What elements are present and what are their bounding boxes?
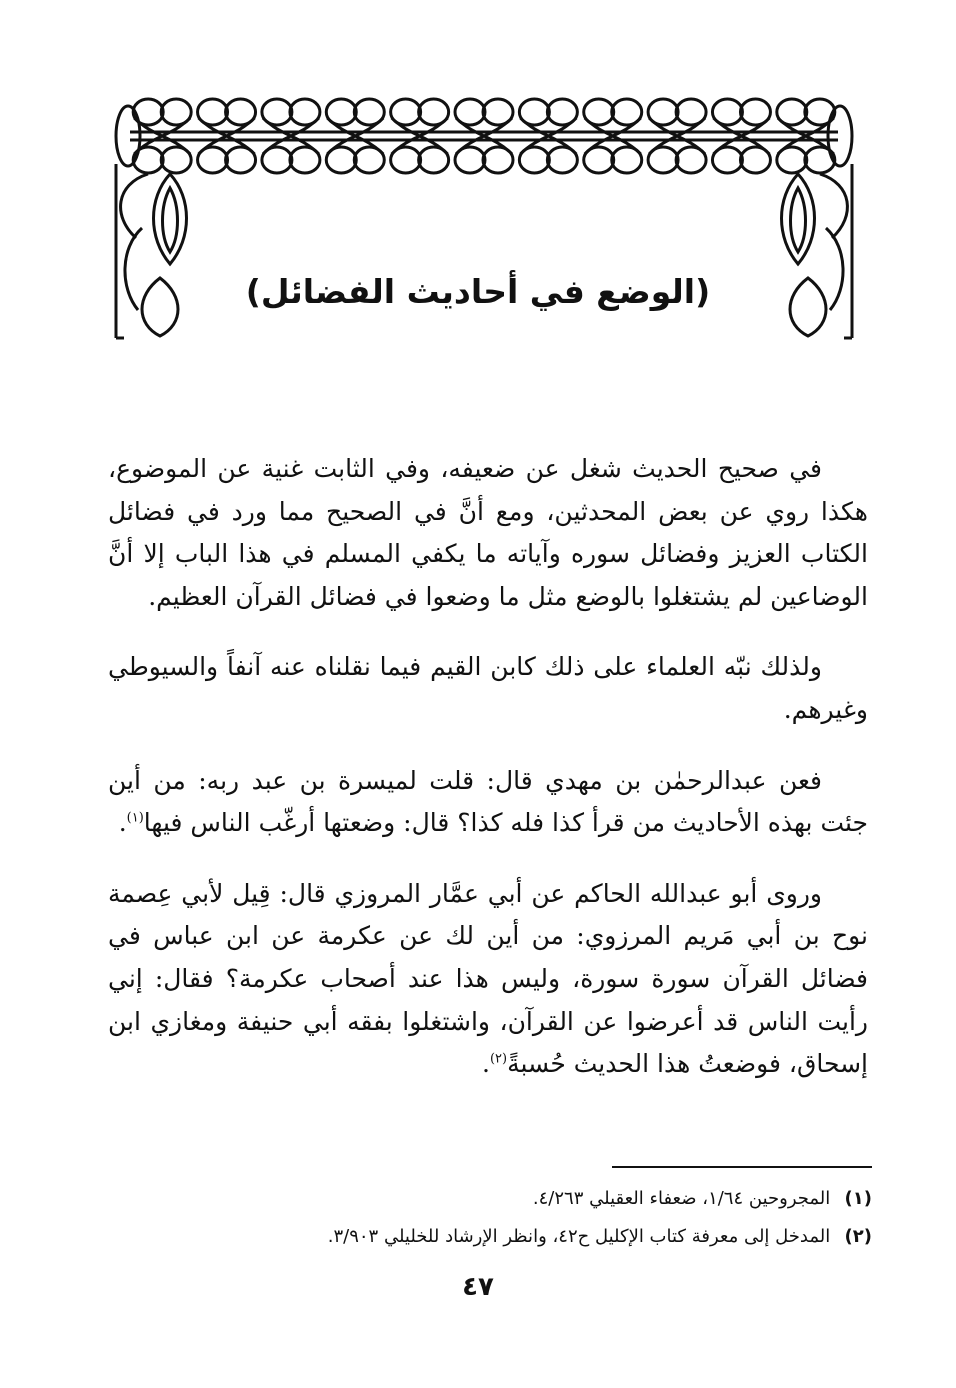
knot-chain-border [116, 99, 852, 173]
chapter-title: (الوضع في أحاديث الفضائل) [245, 272, 711, 311]
paragraph-3: فعن عبدالرحمٰن بن مهدي قال: قلت لميسرة بن عبد ربه: من أين جئت بهذه الأحاديث من قرأ كذا فله كذا؟ قال: وضعتها أرغّب الناس فيها$^{(١)}$. [108, 765, 868, 838]
footnotes [150, 1180, 872, 1256]
footnote-ref-2: (٢) [489, 1051, 508, 1067]
footnote-1: (١) المجروحين ١/٦٤، ضعفاء العقيلي ٤/٢٦٣. [532, 1188, 872, 1209]
footnote-ref-1: (١) [126, 810, 144, 826]
footnote-2: (٢) المدخل إلى معرفة كتاب الإكليل ح٤٢، وانظر الإرشاد للخليلي ٣/٩٠٣. [327, 1226, 872, 1247]
paragraph-4: وروى أبو عبدالله الحاكم عن أبي عمَّار المروزي قال: قِيل لأبي عِصمة نوح بن أبي مَريم المرزوي: من أين لك عن عكرمة عن ابن عباس في فضائل القرآن سورة سورة، وليس هذا عند أصحاب عكرمة؟ فقال: إني رأيت الناس قد أعرضوا عن القرآن، واشتغلوا بفقه أبي حنيفة ومغازي ابن إسحاق، فوضعتُ هذا الحديث حُسبةً$^{(٢)}$. [108, 878, 868, 1079]
paragraph-1: في صحيح الحديث شغل عن ضعيفه، وفي الثابت غنية عن الموضوع، هكذا روي عن بعض المحدثين، ومع أنَّ في الصحيح مما ورد في فضائل الكتاب العزيز وفضائل سوره وآياته ما يكفي المسلم في هذا الباب إلا أنَّ الوضاعين لم يشتغلوا بالوضع مثل ما وضعوا في فضائل القرآن العظيم. [108, 454, 868, 611]
main-text [108, 448, 868, 1114]
paragraph-2: ولذلك نبّه العلماء على ذلك كابن القيم فيما نقلناه عنه آنفاً والسيوطي وغيرهم. [108, 652, 868, 724]
footnote-divider [612, 1166, 872, 1168]
page-number: ٤٧ [462, 1272, 494, 1302]
